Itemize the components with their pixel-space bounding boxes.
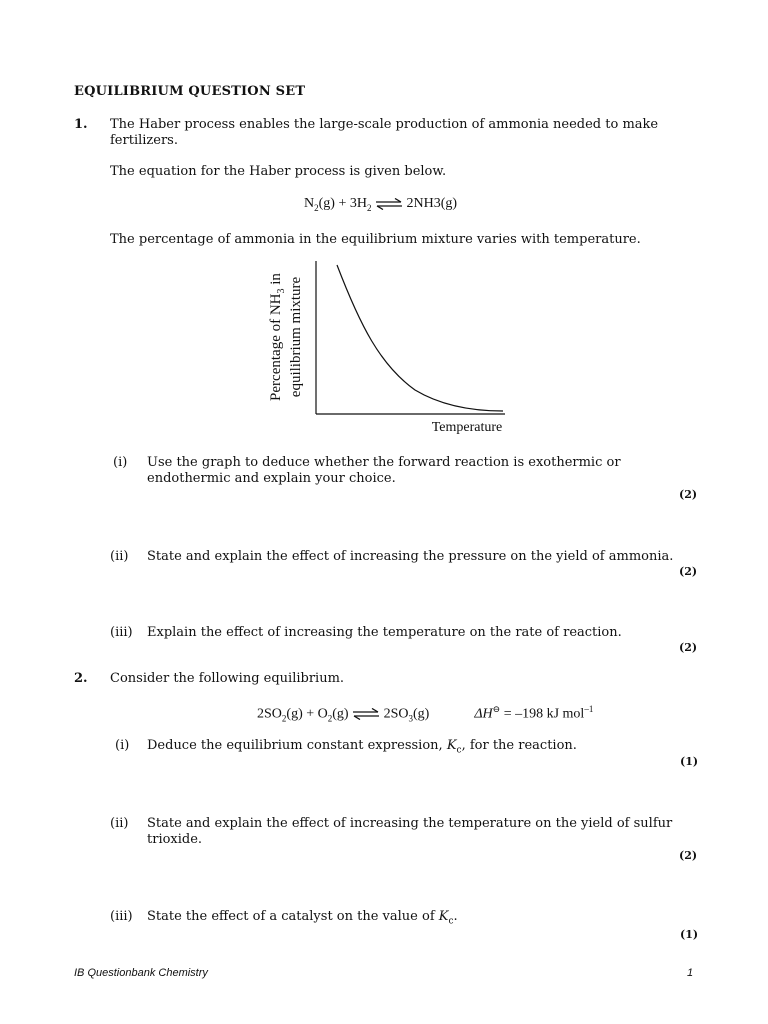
eq2-so3-sub: 3 [408,713,413,724]
ammonia-curve [337,265,503,411]
q1-part-iii-line1: Explain the effect of increasing the temperature on the rate of reaction. [147,625,622,640]
q2-part-i-line1 [147,738,577,759]
graph-y-label-line1: Percentage of $NH_3$ in [268,273,287,401]
eq2-so2: 2SO [257,706,282,722]
q2-part-i-label: (i) [115,738,130,753]
eq2-o2: (g) + O [286,706,328,722]
q1-part-i-line2: endothermic and explain your choice. [147,471,396,486]
so3-equation [257,704,593,723]
q1-part-i-label: (i) [113,455,128,470]
eq2-o2-state: (g) [332,706,349,722]
enthalpy-value: = –198 kJ mol [500,706,585,722]
q2-part-ii-marks: (2) [679,849,698,862]
q1-part-iii-marks: (2) [679,641,698,654]
q2-part-ii-line2: trioxide. [147,832,203,847]
eq2-so3: 2SO [383,706,409,722]
q2-part-ii-label: (ii) [110,816,129,831]
haber-equation [304,196,457,213]
footer-source: IB Questionbank Chemistry [74,967,208,979]
eq2-o2-sub: 2 [327,713,333,724]
eq-ammonia: 2NH3(g) [406,196,458,211]
equilibrium-arrows-icon [352,708,380,720]
q2-part-i-marks: (1) [680,755,699,768]
q2-part-iii-text-end: . [453,909,458,924]
eq-n: N [304,196,315,211]
eq-h-part: (g) + 3H [318,196,367,211]
kc-symbol: K [446,738,457,753]
q2-part-iii-text: State the effect of a catalyst on the value of [147,909,439,924]
q1-equation-intro: The equation for the Haber process is given below. [110,164,447,179]
equilibrium-arrows-icon [375,198,403,210]
q2-part-iii-label: (iii) [110,909,133,924]
q2-part-iii-line1 [147,909,458,930]
q1-part-iii-label: (iii) [110,625,133,640]
enthalpy-unit-exponent: –1 [584,704,594,714]
eq2-so3-state: (g) [412,706,430,722]
q1-part-ii-label: (ii) [110,549,129,564]
q2-part-ii-line1: State and explain the effect of increasing the temperature on the yield of sulfur [147,816,673,831]
graph-x-label: Temperature [431,420,503,435]
question-2-number: 2. [74,671,88,686]
q1-part-ii-line1: State and explain the effect of increasing the pressure on the yield of ammonia. [147,549,674,564]
kc-subscript: c [456,745,462,756]
page-number: 1 [687,967,694,979]
enthalpy-symbol: ΔH [474,706,493,722]
standard-state-symbol: ⊖ [492,704,501,714]
q1-part-ii-marks: (2) [679,565,698,578]
q2-part-i-text-end: , for the reaction. [461,738,577,753]
graph-y-label-line2: equilibrium mixture [288,276,304,398]
q1-part-i-marks: (2) [679,488,698,501]
q2-intro: Consider the following equilibrium. [110,671,345,686]
page-title: EQUILIBRIUM QUESTION SET [74,84,306,99]
q2-part-iii-marks: (1) [680,928,699,941]
eq-h-sub: 2 [366,202,372,213]
q1-intro-line2: fertilizers. [110,133,178,148]
q1-part-i-line1: Use the graph to deduce whether the forward reaction is exothermic or [147,455,621,470]
q1-graph-intro: The percentage of ammonia in the equilibrium mixture varies with temperature. [110,232,641,247]
kc-symbol: K [438,909,449,924]
question-1-number: 1. [74,117,88,132]
eq-n-sub: 2 [314,202,319,213]
q1-intro-line1: The Haber process enables the large-scale production of ammonia needed to make [110,117,659,132]
ammonia-temperature-graph [260,255,520,440]
eq2-so2-sub: 2 [281,713,287,724]
kc-subscript: c [448,916,454,927]
q2-part-i-text: Deduce the equilibrium constant expression, [147,738,447,753]
